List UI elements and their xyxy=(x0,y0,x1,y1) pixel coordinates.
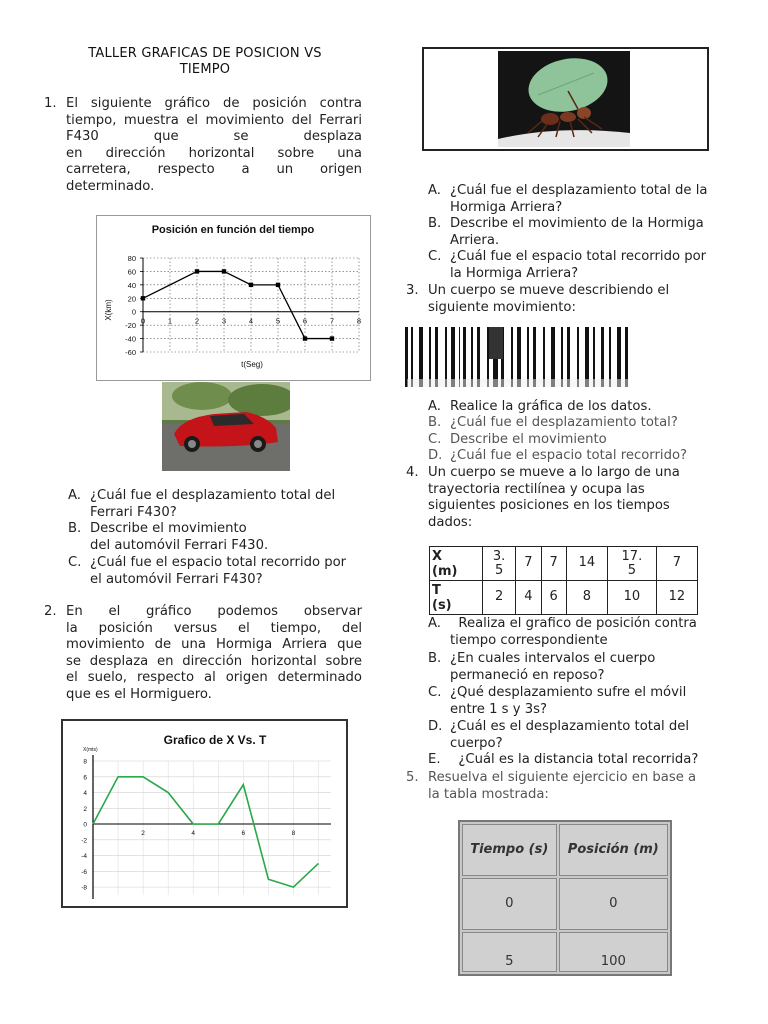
table-header-t: T (s) xyxy=(430,581,483,615)
strip-bar xyxy=(585,327,589,387)
table-header-time: Tiempo (s) xyxy=(462,824,557,876)
y-tick-label: -60 xyxy=(125,348,136,357)
strip-bar xyxy=(411,327,413,387)
strip-bar xyxy=(487,327,489,387)
strip-bar xyxy=(601,327,604,387)
table-cell: 14 xyxy=(566,547,607,581)
x-tick-label: 3 xyxy=(221,316,227,326)
question-number: 1. xyxy=(44,96,57,111)
x-tick-label: 6 xyxy=(241,830,246,838)
y-tick-label: 6 xyxy=(83,774,87,782)
question-5: 5. Resuelva el siguiente ejercicio en base a la tabla mostrada: xyxy=(406,770,697,802)
chart-2-svg xyxy=(63,721,346,906)
table-cell: 12 xyxy=(656,581,697,615)
question-2-c: C. ¿Cuál fue el espacio total recorrido por la Hormiga Arriera? xyxy=(428,249,707,281)
x-tick-label: 4 xyxy=(248,316,254,326)
x-tick-label: 5 xyxy=(275,316,281,326)
time-position-table xyxy=(458,820,672,976)
strip-bar xyxy=(445,327,447,387)
x-tick-label: 0 xyxy=(140,316,146,326)
table-row xyxy=(462,878,668,930)
strip-bar xyxy=(405,327,408,387)
ferrari-image xyxy=(162,382,290,471)
y-tick-label: 0 xyxy=(83,821,87,829)
question-number: 2. xyxy=(44,604,57,619)
ferrari-car-icon xyxy=(162,382,290,471)
table-cell: 7 xyxy=(541,547,566,581)
chart-2-title: Grafico de X Vs. T xyxy=(163,733,267,747)
table-header-position: Posición (m) xyxy=(559,824,668,876)
question-4: 4. Un cuerpo se mueve a lo largo de una trayectoria rectilínea y ocupa las siguientes posiciones en los tiempos dados: xyxy=(406,465,680,530)
table-cell: 2 xyxy=(483,581,516,615)
motion-strip-graphic xyxy=(405,327,632,387)
question-1 xyxy=(44,96,364,196)
chart-1-title: Posición en función del tiempo xyxy=(151,224,315,236)
question-1-a: A. ¿Cuál fue el desplazamiento total del Ferrari F430? xyxy=(68,488,336,520)
data-series-line xyxy=(140,271,335,338)
data-point xyxy=(276,283,280,287)
strip-bar xyxy=(561,327,563,387)
table-cell: 6 xyxy=(541,581,566,615)
question-4-c: C. ¿Qué desplazamiento sufre el móvil entre 1 s y 3s? xyxy=(428,685,687,717)
strip-bar xyxy=(419,327,423,387)
data-point xyxy=(330,336,334,340)
strip-bar xyxy=(511,327,513,387)
strip-bar xyxy=(429,327,431,387)
y-tick-label: 4 xyxy=(83,790,87,798)
chart-1-xlabel: t(Seg) xyxy=(241,360,263,369)
strip-bar xyxy=(609,327,611,387)
motion-strip-image xyxy=(405,327,632,387)
y-tick-label: -4 xyxy=(81,853,87,861)
table-cell: 4 xyxy=(516,581,541,615)
position-time-chart-1 xyxy=(96,215,371,381)
strip-bar xyxy=(527,327,529,387)
strip-bar xyxy=(517,327,521,387)
x-tick-label: 7 xyxy=(329,316,335,326)
question-3: 3. Un cuerpo se mueve describiendo el siguiente movimiento: xyxy=(406,283,670,315)
strip-bar xyxy=(435,327,438,387)
y-tick-label: -20 xyxy=(125,321,136,331)
position-time-table xyxy=(429,546,698,615)
strip-bar xyxy=(459,327,460,387)
table-row xyxy=(462,932,668,972)
y-tick-label: 40 xyxy=(127,280,136,290)
y-tick-label: -8 xyxy=(81,884,87,892)
strip-base xyxy=(407,379,629,387)
y-tick-label: 8 xyxy=(83,758,87,766)
position-time-chart-2 xyxy=(61,719,348,908)
table-cell: 5 xyxy=(462,932,557,972)
table-cell: 0 xyxy=(559,878,668,930)
question-4-a: A. Realiza el grafico de posición contra tiempo correspondiente xyxy=(428,616,697,648)
strip-bar xyxy=(567,327,570,387)
x-tick-label: 1 xyxy=(167,316,173,326)
y-tick-label: 20 xyxy=(127,294,136,304)
question-4-d: D. ¿Cuál es el desplazamiento total del cuerpo? xyxy=(428,719,690,751)
question-3-b: B. ¿Cuál fue el desplazamiento total? xyxy=(428,415,678,430)
y-tick-label: 80 xyxy=(127,254,136,263)
x-tick-label: 8 xyxy=(356,316,362,326)
strip-bar xyxy=(477,327,480,387)
ant-leaf-icon xyxy=(498,51,630,147)
question-2 xyxy=(44,604,364,704)
y-tick-label: -2 xyxy=(81,837,87,845)
table-cell: 100 xyxy=(559,932,668,972)
data-point xyxy=(222,269,226,273)
strip-bar xyxy=(533,327,536,387)
strip-bar xyxy=(577,327,579,387)
x-tick-label: 4 xyxy=(191,830,196,838)
x-tick-label: 6 xyxy=(302,316,308,326)
question-3-c: C. Describe el movimiento xyxy=(428,432,607,447)
question-2-text: En el gráfico podemos observar la posición versus el tiempo, del movimiento de una Hormiga Arriera que se desplaza en dirección horizontal sobre el suelo, respecto al origen determinado que es el Hormiguero. xyxy=(66,604,362,702)
strip-bar xyxy=(617,327,621,387)
y-tick-label: 0 xyxy=(131,307,136,317)
data-series-line xyxy=(93,777,318,887)
question-1-b: B. Describe el movimiento del automóvil Ferrari F430. xyxy=(68,521,269,553)
table-cell: 3. 5 xyxy=(483,547,516,581)
data-point xyxy=(195,269,199,273)
strip-bar xyxy=(625,327,628,387)
question-4-b: B. ¿En cuales intervalos el cuerpo permaneció en reposo? xyxy=(428,651,656,683)
strip-block xyxy=(489,327,503,359)
strip-bar xyxy=(543,327,545,387)
y-tick-label: -40 xyxy=(125,334,136,344)
y-tick-label: 2 xyxy=(83,805,87,813)
x-tick-label: 8 xyxy=(291,830,296,838)
question-2-a: A. ¿Cuál fue el desplazamiento total de la Hormiga Arriera? xyxy=(428,183,708,215)
strip-bar xyxy=(451,327,455,387)
x-tick-label: 2 xyxy=(141,830,145,838)
table-cell: 0 xyxy=(462,878,557,930)
table-header-x: X (m) xyxy=(430,547,483,581)
strip-bar xyxy=(471,327,473,387)
data-point xyxy=(303,336,307,340)
table-row xyxy=(462,824,668,876)
question-1-text: El siguiente gráfico de posición contra tiempo, muestra el movimiento del Ferrari F430 que se desplaza en dirección horizontal sobre una carretera, respecto a un origen determinado. xyxy=(66,96,362,194)
chart-1-svg xyxy=(97,216,370,380)
table-cell: 7 xyxy=(516,547,541,581)
question-3-a: A. Realice la gráfica de los datos. xyxy=(428,399,652,414)
page-title: TALLER GRAFICAS DE POSICION VS TIEMPO xyxy=(88,46,322,77)
question-number: 3. xyxy=(406,283,419,298)
strip-bar xyxy=(463,327,466,387)
chart-2-ylabel: X(mts) xyxy=(83,747,98,753)
chart-1-ylabel: X(km) xyxy=(104,299,113,321)
table-cell: 7 xyxy=(656,547,697,581)
question-4-e: E. ¿Cuál es la distancia total recorrida? xyxy=(428,752,699,767)
data-point xyxy=(141,296,145,300)
table-cell: 17. 5 xyxy=(607,547,656,581)
strip-bar xyxy=(551,327,555,387)
y-tick-label: -6 xyxy=(81,868,87,876)
question-number: 4. xyxy=(406,465,419,480)
y-tick-label: 60 xyxy=(127,267,136,277)
x-tick-label: 2 xyxy=(194,316,200,326)
ant-image xyxy=(498,51,630,147)
table-row xyxy=(430,547,698,581)
table-cell: 10 xyxy=(607,581,656,615)
question-2-b: B. Describe el movimiento de la Hormiga Arriera. xyxy=(428,216,704,248)
question-1-c: C. ¿Cuál fue el espacio total recorrido por el automóvil Ferrari F430? xyxy=(68,555,347,587)
table-cell: 8 xyxy=(566,581,607,615)
table-row xyxy=(430,581,698,615)
ant-image-frame xyxy=(422,47,709,151)
question-number: 5. xyxy=(406,770,419,785)
data-point xyxy=(249,283,253,287)
question-3-d: D. ¿Cuál fue el espacio total recorrido? xyxy=(428,448,688,463)
strip-bar xyxy=(593,327,595,387)
